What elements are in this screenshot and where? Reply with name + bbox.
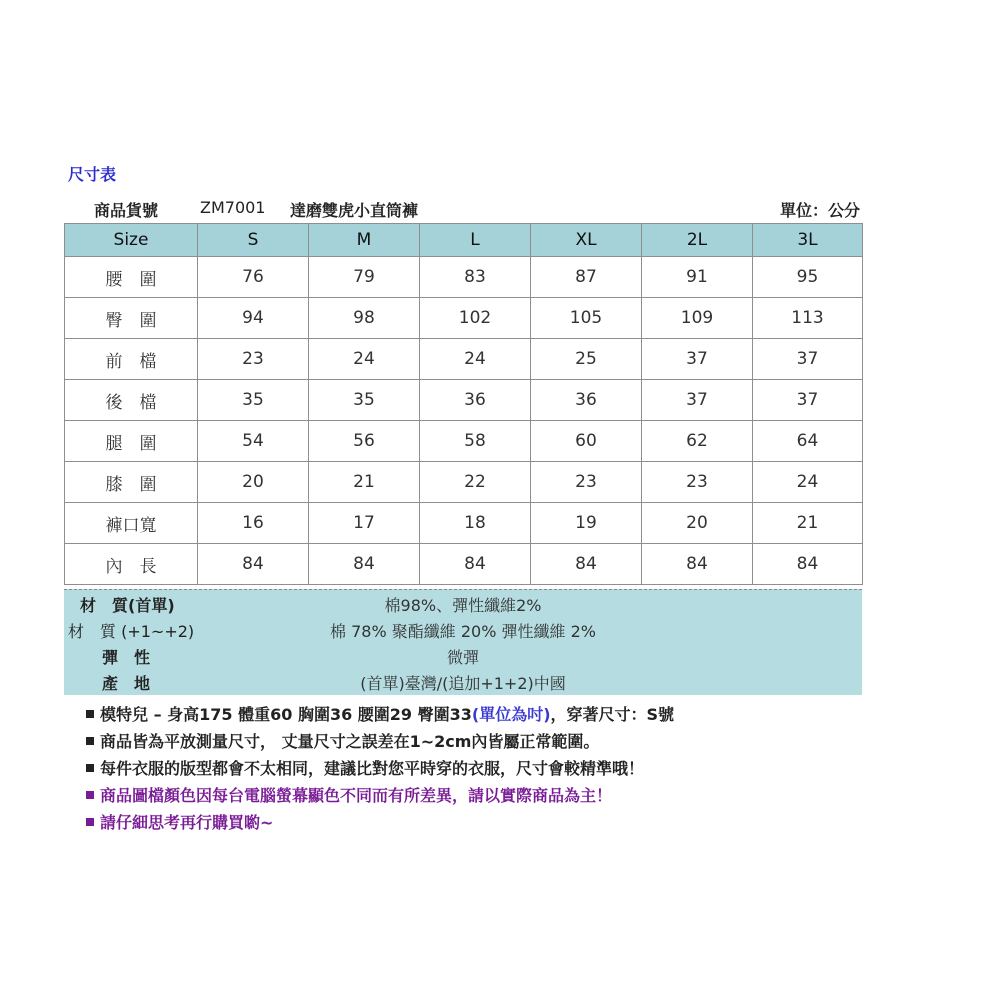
size-table <box>64 223 863 585</box>
table-cell: 58 <box>420 421 531 462</box>
table-cell: 22 <box>420 462 531 503</box>
note-text: 商品皆為平放測量尺寸， 丈量尺寸之誤差在1~2cm內皆屬正常範圍。 <box>100 732 600 751</box>
note-color <box>86 784 674 811</box>
product-info-row <box>64 198 862 222</box>
note-unit-text: (單位為吋) <box>471 705 551 724</box>
table-cell: 24 <box>309 339 420 380</box>
table-cell: 76 <box>198 257 309 298</box>
square-bullet-icon <box>86 764 94 772</box>
square-bullet-icon <box>86 791 94 799</box>
table-cell: 24 <box>420 339 531 380</box>
table-cell: 37 <box>642 380 753 421</box>
elasticity-label: 彈 性 <box>102 648 151 667</box>
row-label: 膝 圍 <box>65 462 198 503</box>
table-cell: 23 <box>531 462 642 503</box>
header-m: M <box>309 224 420 257</box>
table-cell: 113 <box>753 298 863 339</box>
table-cell: 37 <box>753 380 863 421</box>
table-cell: 94 <box>198 298 309 339</box>
table-cell: 79 <box>309 257 420 298</box>
table-row <box>65 503 863 544</box>
row-label: 褲口寬 <box>65 503 198 544</box>
note-text: ，穿著尺寸：S號 <box>550 705 675 724</box>
note-text: 每件衣服的版型都會不太相同，建議比對您平時穿的衣服，尺寸會較精準哦！ <box>100 759 645 778</box>
table-cell: 16 <box>198 503 309 544</box>
product-name: 達磨雙虎小直筒褲 <box>290 201 419 220</box>
origin-row <box>64 671 862 696</box>
table-row <box>65 462 863 503</box>
table-cell: 36 <box>420 380 531 421</box>
product-code-label: 商品貨號 <box>94 201 159 220</box>
note-fit <box>86 757 674 784</box>
header-3l: 3L <box>753 224 863 257</box>
table-cell: 35 <box>309 380 420 421</box>
row-label: 腿 圍 <box>65 421 198 462</box>
row-label: 腰 圍 <box>65 257 198 298</box>
material-section <box>64 589 862 695</box>
row-label: 內 長 <box>65 544 198 585</box>
table-cell: 18 <box>420 503 531 544</box>
note-text: 模特兒 – 身高175 體重60 胸圍36 腰圍29 臀圍33 <box>100 705 472 724</box>
unit-label: 單位：公分 <box>779 201 860 220</box>
table-cell: 109 <box>642 298 753 339</box>
material-value: 棉98%、彈性纖維2% <box>384 596 542 615</box>
note-text: 請仔細思考再行購買喲~ <box>100 813 274 832</box>
notes-list <box>86 703 674 838</box>
note-text: 商品圖檔顏色因每台電腦螢幕顯色不同而有所差異，請以實際商品為主！ <box>100 786 613 805</box>
page-title: 尺寸表 <box>68 165 117 184</box>
table-cell: 102 <box>420 298 531 339</box>
table-row <box>65 339 863 380</box>
table-cell: 84 <box>531 544 642 585</box>
table-row <box>65 380 863 421</box>
table-cell: 24 <box>753 462 863 503</box>
table-row <box>65 544 863 585</box>
table-cell: 91 <box>642 257 753 298</box>
table-cell: 23 <box>198 339 309 380</box>
table-cell: 84 <box>198 544 309 585</box>
table-cell: 87 <box>531 257 642 298</box>
table-cell: 21 <box>753 503 863 544</box>
row-label: 前 檔 <box>65 339 198 380</box>
table-cell: 35 <box>198 380 309 421</box>
table-cell: 56 <box>309 421 420 462</box>
square-bullet-icon <box>86 818 94 826</box>
origin-value: (首單)臺灣/(追加+1+2)中國 <box>360 674 566 693</box>
header-size: Size <box>65 224 198 257</box>
table-cell: 37 <box>642 339 753 380</box>
table-cell: 83 <box>420 257 531 298</box>
note-measurement <box>86 730 674 757</box>
note-model <box>86 703 674 730</box>
header-l: L <box>420 224 531 257</box>
size-table-header <box>65 224 863 257</box>
table-cell: 84 <box>309 544 420 585</box>
table-cell: 36 <box>531 380 642 421</box>
material-label: 材 質 (+1~+2) <box>68 622 195 641</box>
table-cell: 84 <box>642 544 753 585</box>
table-cell: 21 <box>309 462 420 503</box>
material-label: 材 質(首單) <box>80 596 175 615</box>
table-cell: 95 <box>753 257 863 298</box>
table-cell: 23 <box>642 462 753 503</box>
table-cell: 54 <box>198 421 309 462</box>
square-bullet-icon <box>86 737 94 745</box>
elasticity-row <box>64 645 862 670</box>
product-code: ZM7001 <box>200 198 266 217</box>
elasticity-value: 微彈 <box>446 648 479 667</box>
material-row <box>64 593 862 618</box>
material-row <box>64 619 862 644</box>
table-cell: 105 <box>531 298 642 339</box>
row-label: 後 檔 <box>65 380 198 421</box>
origin-label: 產 地 <box>102 674 151 693</box>
table-row <box>65 421 863 462</box>
table-cell: 62 <box>642 421 753 462</box>
header-s: S <box>198 224 309 257</box>
header-2l: 2L <box>642 224 753 257</box>
table-cell: 20 <box>642 503 753 544</box>
table-cell: 17 <box>309 503 420 544</box>
header-xl: XL <box>531 224 642 257</box>
table-cell: 98 <box>309 298 420 339</box>
table-row <box>65 257 863 298</box>
table-cell: 25 <box>531 339 642 380</box>
note-think <box>86 811 674 838</box>
square-bullet-icon <box>86 710 94 718</box>
table-cell: 60 <box>531 421 642 462</box>
table-row <box>65 298 863 339</box>
table-cell: 20 <box>198 462 309 503</box>
row-label: 臀 圍 <box>65 298 198 339</box>
table-cell: 84 <box>420 544 531 585</box>
table-cell: 37 <box>753 339 863 380</box>
table-cell: 84 <box>753 544 863 585</box>
table-cell: 64 <box>753 421 863 462</box>
material-value: 棉 78% 聚酯纖維 20% 彈性纖維 2% <box>330 622 596 641</box>
table-cell: 19 <box>531 503 642 544</box>
